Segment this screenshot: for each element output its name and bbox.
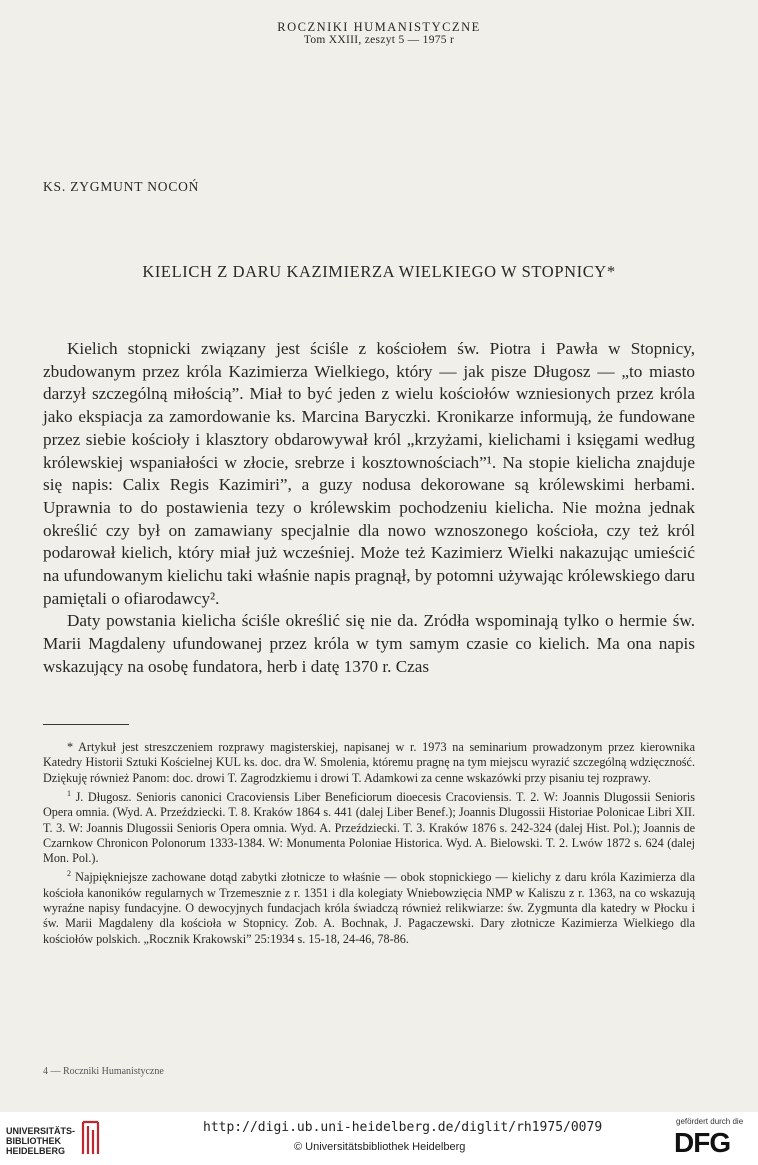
- library-logo-icon: [80, 1120, 102, 1156]
- permalink-url[interactable]: http://digi.ub.uni-heidelberg.de/diglit/rh1975/0079: [203, 1120, 603, 1135]
- footnote-rule: [43, 724, 129, 725]
- footnotes: [43, 740, 695, 947]
- footnote-text: Najpiękniejsze zachowane dotąd zabytki złotnicze to właśnie — obok stopnickiego — kielichy z daru króla Kazimierza dla kościoła kanoników regularnych w Trzemesznie z r. 1351 i dla kolegiaty Wniebowzięcia NMP w Kaliszu z r. 1363, na co wskazują wyraźne napisy fundacyjne. O dewocyjnych fundacjach króla świadczą również relikwiarze: św. Zygmunta dla katedry w Płocku i św. Marii Magdaleny dla kościoła w Stopnicy. Zob. A. Bochnak, J. Pagaczewski. Dary złotnicze Kazimierza Wielkiego dla kościołów polskich. „Rocznik Krakowski” 25:1934 s. 15-18, 24-46, 78-86.: [43, 870, 695, 946]
- article-title: KIELICH Z DARU KAZIMIERZA WIELKIEGO W STOPNICY*: [142, 262, 616, 281]
- footnote: [43, 866, 695, 947]
- footnote: [43, 740, 695, 786]
- journal-issue: Tom XXIII, zeszyt 5 — 1975 r: [303, 34, 455, 47]
- body-paragraph: Kielich stopnicki związany jest ściśle z kościołem św. Piotra i Pawła w Stopnicy, zbudowanym przez króla Kazimierza Wielkiego, który — jak pisze Długosz — „to miasto darzył szczególną miłością”. Miał to być jeden z wielu kościołów wzniesionych przez króla jako ekspiacja za zamordowanie ks. Marcina Baryczki. Kronikarze informują, że fundowane przez siebie kościoły i klasztory obdarowywał król „krzyżami, kielichami i księgami według królewskiej wspaniałości w złocie, srebrze i kosztownościach”¹. Na stopie kielicha znajduje się napis: Calix Regis Kazimiri”, a guzy nodusa dekorowane są królewskimi herbami. Uprawnia to do postawienia tezy o królewskim pochodzeniu kielicha. Nie można jednak określić czy był on zamawiany specjalnie dla nowo wznoszonego kościoła, czy też król podarował kielich, który miał już wcześniej. Może też Kazimierz Wielki nakazując umieścić na ufundowanym kielichu taki właśnie napis pragnął, by potomni używając królewskiego daru pamiętali o ofiarodawcy².: [43, 339, 695, 608]
- journal-header: [0, 20, 758, 48]
- footnote-mark: 2: [67, 869, 71, 879]
- funder-caption: gefördert durch die: [676, 1117, 744, 1126]
- article-author: KS. ZYGMUNT NOCOŃ: [43, 179, 200, 194]
- digitization-banner: [0, 1112, 758, 1165]
- footnote: [43, 786, 695, 867]
- footnote-text: * Artykuł jest streszczeniem rozprawy magisterskiej, napisanej w r. 1973 na seminarium prowadzonym przez kierownika Katedry Historii Sztuki Kościelnej KUL ks. doc. dra W. Smolenia, któremu pragnę na tym miejscu wyrazić szczególną wdzięczność. Dziękuję również Panom: doc. drowi T. Zagrodzkiemu i drowi T. Adamkowi za cenne wskazówki przy pisaniu tej rozprawy.: [43, 740, 695, 785]
- footnote-mark: 1: [67, 788, 71, 798]
- page-footer: 4 — Roczniki Humanistyczne: [43, 1066, 164, 1077]
- dfg-logo: DFG: [674, 1127, 731, 1158]
- library-name: UNIVERSITÄTS- BIBLIOTHEK HEIDELBERG: [6, 1126, 76, 1156]
- footnote-text: J. Długosz. Senioris canonici Cracoviensis Liber Beneficiorum dioecesis Cracoviensis. T. 2. W: Joannis Dlugossii Senioris Opera omnia. (Wyd. A. Przeździecki. T. 8. Kraków 1864 s. 441 (dalej Liber Benef.); Joannis Dlugossii Historiae Polonicae Libri XII. T. 3. W: Joannis Dlugossii Senioris Opera omnia. Wyd. A. Przeździecki. T. 3. Kraków 1876 s. 242-324 (dalej Hist. Pol.); Joannis de Czarnkow Chronicon Polonorum 1333-1384. W: Monumenta Poloniae Historica. Wyd. A. Bielowski. T. 2. Lwów 1872 s. 624 (dalej Mon. Pol.).: [43, 789, 695, 866]
- copyright-notice: © Universitätsbibliothek Heidelberg: [294, 1141, 466, 1153]
- body-paragraph: Daty powstania kielicha ściśle określić się nie da. Zródła wspominają tylko o hermie św. Marii Magdaleny ufundowanej przez króla w tym samym czasie co kielich. Ma ona napis wskazujący na osobę fundatora, herb i datę 1370 r. Czas: [43, 611, 695, 676]
- article-body: [43, 338, 695, 679]
- journal-name: ROCZNIKI HUMANISTYCZNE: [277, 20, 481, 34]
